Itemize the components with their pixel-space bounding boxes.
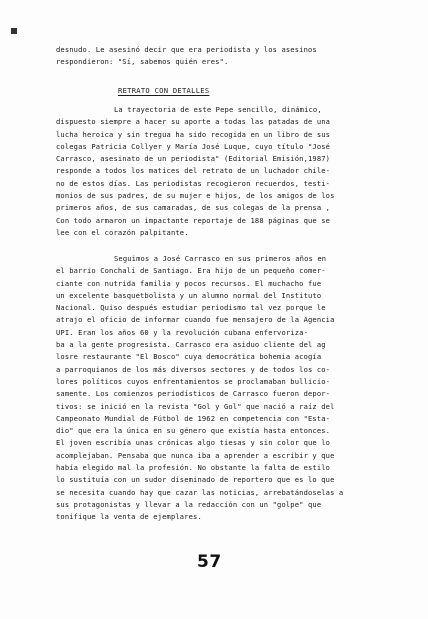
text-line: Carrasco, asesinato de un periodista" (Editorial Emisión,1987) — [56, 154, 331, 164]
text-line: el barrio Conchalí de Santiago. Era hijo de un pequeño comer- — [56, 266, 326, 276]
text-line: había elegido mal la profesión. No obstante la falta de estilo — [56, 463, 331, 473]
paragraph-2 — [56, 253, 368, 524]
text-line: monios de sus padres, de su mujer e hijos, de los amigos de los — [56, 191, 335, 201]
text-line: respondieron: "Sí, sabemos quién eres". — [56, 57, 229, 67]
text-line: se necesita cuando hay que cazar las noticias, arrebatándoselas a — [56, 487, 344, 497]
page-number: 57 — [197, 552, 222, 572]
text-line: acomplejaban. Pensaba que nunca iba a aprender a escribir y que — [56, 450, 335, 460]
text-line: losre restaurante "El Bosco" cuya democrática bohemia acogía — [56, 352, 322, 362]
text-line: El joven escribía unas crónicas algo tiesas y sin color que lo — [56, 438, 331, 448]
section-heading: RETRATO CON DETALLES — [118, 86, 210, 95]
text-line: lo sustituía con un sudor diseminado de reportero que es lo que — [56, 475, 335, 485]
text-line: a parroquianos de los más diversos sectores y de todos los co- — [56, 364, 331, 374]
text-line: UPI. Eran los años 60 y la revolución cubana enfervoriza- — [56, 327, 308, 337]
text-line: no de estos días. Las periodistas recogieron recuerdos, testi- — [56, 178, 331, 188]
text-line: tonifique la venta de ejemplares. — [56, 512, 202, 522]
text-line: responde a todos los matices del retrato de un luchador chile- — [56, 166, 331, 176]
text-line: lores políticos cuyos enfrentamientos se proclamaban bullicio- — [56, 376, 331, 386]
text-line: ba a la gente progresista. Carrasco era asiduo cliente del ag — [56, 340, 326, 350]
text-line: colegas Patricia Collyer y María José Luque, cuyo título "José — [56, 141, 331, 151]
margin-mark — [11, 28, 17, 34]
text-line: un excelente basquetbolista y un alumno normal del Instituto — [56, 290, 322, 300]
text-line: Con todo armaron un impactante reportaje de 188 páginas que se — [56, 215, 331, 225]
text-line: La trayectoria de este Pepe sencillo, dinámico, — [114, 105, 322, 114]
text-line: Campeonato Mundial de Fútbol de 1962 en competencia con "Esta- — [56, 413, 331, 423]
text-line: primeros años, de sus camaradas, de sus colegas de la prensa , — [56, 203, 331, 213]
text-line: dispuesto siempre a hacer su aporte a todas las patadas de una — [56, 117, 331, 127]
text-line: sus protagonistas y llevar a la redacción con un "golpe" que — [56, 499, 322, 509]
text-line: ciante con nutrida familia y pocos recursos. El muchacho fue — [56, 278, 322, 288]
paragraph-1 — [56, 104, 368, 239]
text-line: samente. Los comienzos periodísticos de Carrasco fueron depor- — [56, 389, 331, 399]
text-line: desnudo. Le asesinó decir que era periodista y los asesinos — [56, 45, 317, 54]
text-line: Nacional. Quiso después estudiar periodismo tal vez porque le — [56, 303, 326, 313]
text-line: dio" que era la única en su género que existía hasta entonces. — [56, 426, 331, 436]
text-line: atrajo el oficio de informar cuando fue mensajero de la Agencia — [56, 315, 335, 325]
intro-text — [56, 44, 368, 69]
text-line: tivos: se inició en la revista "Gol y Gol" que nació a raíz del — [56, 401, 335, 411]
text-line: lucha heroica y sin tregua ha sido recogida en un libro de sus — [56, 129, 331, 139]
text-line: Seguimos a José Carrasco en sus primeros años en — [114, 254, 327, 263]
text-line: lee con el corazón palpitante. — [56, 227, 189, 237]
